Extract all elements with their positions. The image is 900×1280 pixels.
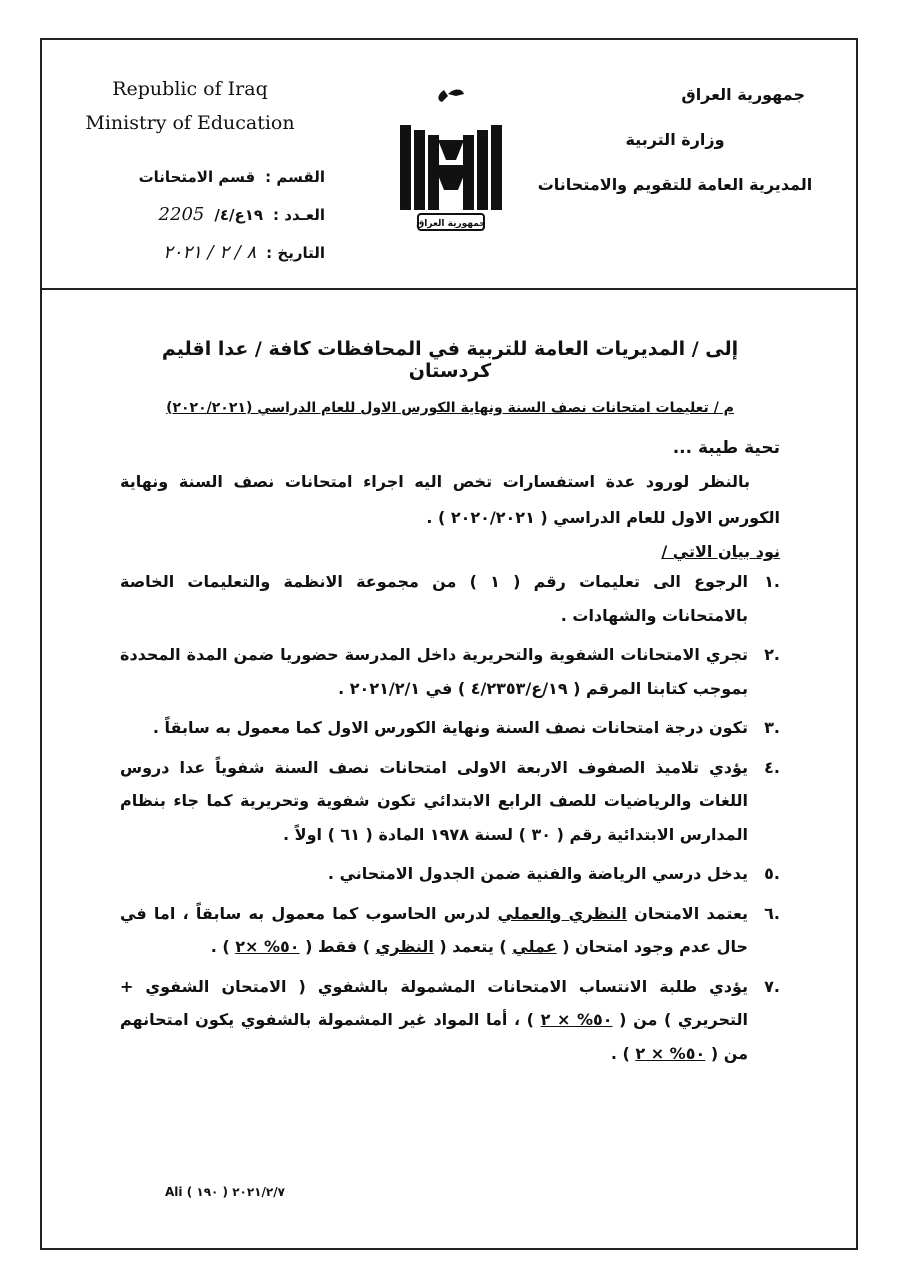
item-text-part: يعتمد الامتحان [634,903,749,923]
list-item [120,638,780,705]
subject-line: م / تعليمات امتحانات نصف السنة ونهاية الكورس الاول للعام الدراسي (٢٠٢٠/٢٠٢١) [166,400,734,416]
republic-title-ar: جمهورية العراق [681,85,805,104]
header-english [55,72,325,140]
list-item [120,565,780,632]
list-item [120,711,780,745]
document-meta [55,158,325,272]
list-item-computer-exam [120,897,780,964]
date-handwritten: ٨ / ٢ / ٢٠٢١ [163,242,257,263]
item-text: يؤدي تلاميذ الصفوف الاربعة الاولى امتحانات نصف السنة شفوياً عدا دروس اللغات والرياضيات للصف الرابع الابتدائي تكون شفوية وتحريرية كما جاء بنظام المدارس الابتدائية رقم ( ٣٠ ) لسنة ١٩٧٨ المادة ( ٦١ ) اولاً . [120,757,748,844]
list-item [120,857,780,891]
item-text-underlined: ٥٠% × ٢ [635,1043,706,1063]
item-number: .٦ [764,903,780,923]
item-text: الرجوع الى تعليمات رقم ( ١ ) من مجموعة الانظمة والتعليمات الخاصة بالامتحانات والشهادات . [120,572,749,625]
item-text: تجري الامتحانات الشفوية والتحريرية داخل المدرسة حضوريا ضمن المدة المحددة بموجب كتابنا المرقم ( ١٩/ع/٤/٢٣٥٣ ) في ٢٠٢١/٢/١ . [120,645,748,698]
date-label: التاريخ : [266,244,325,262]
item-number: .١ [764,572,780,591]
letter-body [120,330,780,1076]
footer-reference: Ali ٢٠٢١/٢/٧ ( ١٩٠ ) [165,1185,285,1199]
item-text: تكون درجة امتحانات نصف السنة ونهاية الكورس الاول كما معمول به سابقاً . [152,718,748,737]
item-text-underlined: النظري والعملي [497,903,627,923]
header-arabic [535,72,815,207]
ministry-title: Ministry of Education [85,112,295,134]
item-text-part: ) ، أما المواد غير المشمولة بالشفوي يكون امتحانهم من ( [120,1010,748,1063]
recipient-line: إلى / المديريات العامة للتربية في المحافظات كافة / عدا اقليم كردستان [161,338,739,382]
item-number: .٧ [764,976,780,996]
item-number: .٢ [764,645,780,664]
number-handwritten: 2205 [158,204,205,225]
list-item [120,751,780,852]
item-text-underlined: ٥٠% × ٢ [540,1010,613,1029]
item-text-part: لدرس الحاسوب كما معمول به سابقاً ، اما في حال عدم وجود امتحان ( [120,903,748,956]
item-number: .٤ [764,757,780,777]
request-line: نود بيان الاتي / [661,542,780,561]
item-text-part: ) فقط ( [305,937,371,956]
item-text-part: ) . [610,1043,630,1063]
list-item-external-students [120,970,780,1071]
emblem-caption: جمهورية العراق [416,219,486,229]
item-text: يدخل درسي الرياضة والفنية ضمن الجدول الامتحاني . [327,864,748,883]
item-text-underlined: عملي [512,937,557,956]
header-divider [42,288,856,290]
directorate-title-ar: المديرية العامة للتقويم والامتحانات [537,175,813,194]
iraq-emblem-icon [398,80,504,240]
item-text-underlined: ٥٠% ×٢ [235,937,300,956]
greeting: تحية طيبة ... [672,438,780,458]
item-text-part: ) يتعمد ( [439,937,507,956]
item-text-underlined: النظري [375,937,434,956]
dept-label: القسم : [265,168,325,186]
dept-value: قسم الامتحانات [138,168,256,186]
item-text-part: ) . [210,937,230,956]
number-value: ١٩ع/٤/ [214,206,264,224]
item-number: .٣ [764,718,780,737]
intro-paragraph: بالنظر لورود عدة استفسارات تخص اليه اجراء امتحانات نصف السنة ونهاية الكورس الاول للعام الدراسي ( ٢٠٢٠/٢٠٢١ ) . [120,472,780,527]
item-text-part: يؤدي طلبة الانتساب الامتحانات المشمولة بالشفوي ( الامتحان الشفوي + التحريري ) من ( [120,976,749,1029]
republic-title: Republic of Iraq [112,78,268,100]
item-number: .٥ [764,864,780,883]
number-label: العـدد : [273,206,325,224]
ministry-title-ar: وزارة التربية [625,130,725,149]
